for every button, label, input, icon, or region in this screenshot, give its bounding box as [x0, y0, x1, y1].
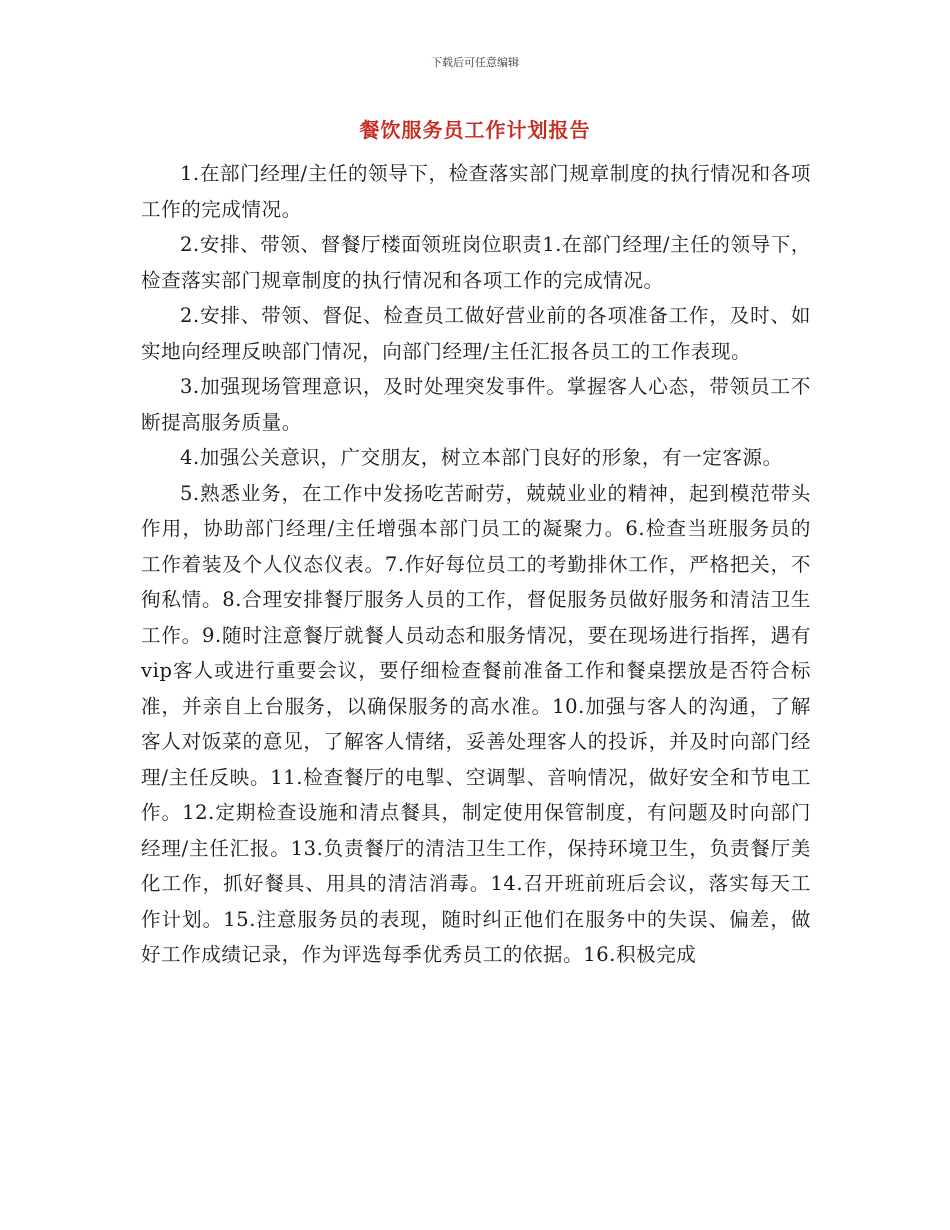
- paragraph-6: 5.熟悉业务，在工作中发扬吃苦耐劳，兢兢业业的精神，起到模范带头作用，协助部门经理/主任增强本部门员工的凝聚力。6.检查当班服务员的工作着装及个人仪态仪表。7.作好每位员工的考勤排休工作，严格把关，不徇私情。8.合理安排餐厅服务人员的工作，督促服务员做好服务和清洁卫生工作。9.随时注意餐厅就餐人员动态和服务情况，要在现场进行指挥，遇有vip客人或进行重要会议，要仔细检查餐前准备工作和餐桌摆放是否符合标准，并亲自上台服务，以确保服务的高水准。10.加强与客人的沟通，了解客人对饭菜的意见，了解客人情绪，妥善处理客人的投诉，并及时向部门经理/主任反映。11.检查餐厅的电掣、空调掣、音响情况，做好安全和节电工作。12.定期检查设施和清点餐具，制定使用保管制度，有问题及时向部门经理/主任汇报。13.负责餐厅的清洁卫生工作，保持环境卫生，负责餐厅美化工作，抓好餐具、用具的清洁消毒。14.召开班前班后会议，落实每天工作计划。15.注意服务员的表现，随时纠正他们在服务中的失误、偏差，做好工作成绩记录，作为评选每季优秀员工的依据。16.积极完成: [141, 481, 811, 966]
- paragraph-5: 4.加强公关意识，广交朋友，树立本部门良好的形象，有一定客源。: [180, 446, 783, 469]
- document-body: [141, 156, 811, 973]
- document-title: 餐饮服务员工作计划报告: [359, 118, 591, 142]
- paragraph-3: 2.安排、带领、督促、检查员工做好营业前的各项准备工作，及时、如实地向经理反映部门情况，向部门经理/主任汇报各员工的工作表现。: [141, 304, 811, 363]
- paragraph-4: 3.加强现场管理意识，及时处理突发事件。掌握客人心态，带领员工不断提高服务质量。: [141, 375, 811, 434]
- paragraph-1: 1.在部门经理/主任的领导下，检查落实部门规章制度的执行情况和各项工作的完成情况。: [141, 162, 811, 221]
- paragraph-2: 2.安排、带领、督餐厅楼面领班岗位职责1.在部门经理/主任的领导下，检查落实部门规章制度的执行情况和各项工作的完成情况。: [141, 233, 811, 292]
- page-header-note: 下载后可任意编辑: [431, 56, 519, 69]
